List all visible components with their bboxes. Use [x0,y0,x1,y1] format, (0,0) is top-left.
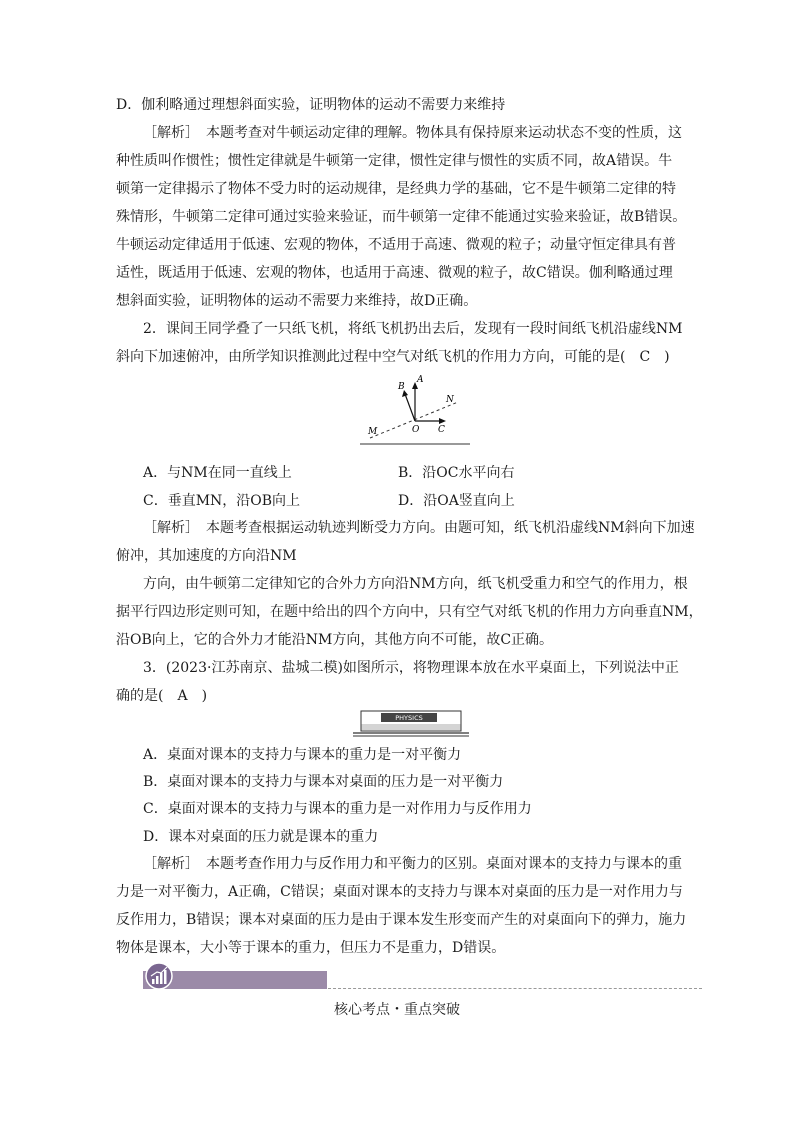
label-o: O [412,425,420,435]
q2-option-d: D．沿OA竖直向上 [398,493,515,509]
q1-analysis-line: 牛顿运动定律适用于低速、宏观的物体，不适用于高速、微观的粒子；动量守恒定律具有普 [116,237,676,253]
q3-stem-line: 确的是( A ) [116,688,208,704]
section-divider [328,988,702,989]
q2-analysis-line: 据平行四边形定则可知，在题中给出的四个方向中，只有空气对纸飞机的作用力方向垂直NM， [116,604,703,620]
q2-analysis-line: ［解析］ 本题考查根据运动轨迹判断受力方向。由题可知，纸飞机沿虚线NM斜向下加速 [143,520,695,536]
q1-option-d: D．伽利略通过理想斜面实验，证明物体的运动不需要力来维持 [116,97,506,113]
book-title: PHYSICS [395,714,423,722]
label-n: N [446,395,454,405]
section-title: 核心考点・重点突破 [334,1002,460,1018]
q1-analysis-line: 种性质叫作惯性；惯性定律就是牛顿第一定律，惯性定律与惯性的实质不同，故A错误。牛 [116,153,673,169]
q3-option-a: A．桌面对课本的支持力与课本的重力是一对平衡力 [143,747,462,763]
q1-analysis-line: 适性，既适用于低速、宏观的物体，也适用于高速、微观的粒子，故C错误。伽利略通过理 [116,265,673,281]
label-a: A [417,375,424,385]
q3-option-b: B．桌面对课本的支持力与课本对桌面的压力是一对平衡力 [143,774,504,790]
q2-option-c: C．垂直MN，沿OB向上 [143,493,301,509]
label-b: B [398,382,405,392]
q2-option-b: B．沿OC水平向右 [398,465,515,481]
q3-option-d: D．课本对桌面的压力就是课本的重力 [143,829,379,845]
arrow-ob [405,394,415,421]
q3-analysis-line: ［解析］ 本题考查作用力与反作用力和平衡力的区别。桌面对课本的支持力与课本的重 [143,856,682,872]
label-m: M [368,427,378,437]
chart-growth-icon [146,963,172,989]
q2-analysis-line: 沿OB向上，它的合外力才能沿NM方向，其他方向不可能，故C正确。 [116,632,554,648]
q2-stem-line: 斜向下加速俯冲，由所学知识推测此过程中空气对纸飞机的作用力方向，可能的是( C ) [116,349,670,365]
book-on-table-figure [353,709,469,739]
q1-analysis-line: 想斜面实验，证明物体的运动不需要力来维持，故D正确。 [116,293,478,309]
q2-stem-line: 2．课间王同学叠了一只纸飞机，将纸飞机扔出去后，发现有一段时间纸飞机沿虚线NM [143,321,683,337]
q1-analysis-line: ［解析］ 本题考查对牛顿运动定律的理解。物体具有保持原来运动状态不变的性质，这 [143,125,682,141]
q2-analysis-line: 俯冲，其加速度的方向沿NM [116,548,297,564]
q2-analysis-line: 方向，由牛顿第二定律知它的合外力方向沿NM方向，纸飞机受重力和空气的作用力，根 [143,576,688,592]
q1-analysis-line: 殊情形，牛顿第二定律可通过实验来验证，而牛顿第一定律不能通过实验来验证，故B错误。 [116,209,687,225]
q2-force-diagram [360,366,470,448]
q3-analysis-line: 物体是课本，大小等于课本的重力，但压力不是重力，D错误。 [116,940,506,956]
q2-option-a: A．与NM在同一直线上 [143,465,292,481]
q1-analysis-line: 顿第一定律揭示了物体不受力时的运动规律，是经典力学的基础，它不是牛顿第二定律的特 [116,181,676,197]
q3-stem-line: 3．(2023·江苏南京、盐城二模)如图所示，将物理课本放在水平桌面上，下列说法中正 [143,660,679,676]
label-c: C [438,425,445,435]
section-banner [143,962,327,990]
q3-option-c: C．桌面对课本的支持力与课本的重力是一对作用力与反作用力 [143,801,532,817]
q3-analysis-line: 力是一对平衡力，A正确，C错误；桌面对课本的支持力与课本对桌面的压力是一对作用力与 [116,884,683,900]
q3-analysis-line: 反作用力，B错误；课本对桌面的压力是由于课本发生形变而产生的对桌面向下的弹力，施力 [116,912,687,928]
